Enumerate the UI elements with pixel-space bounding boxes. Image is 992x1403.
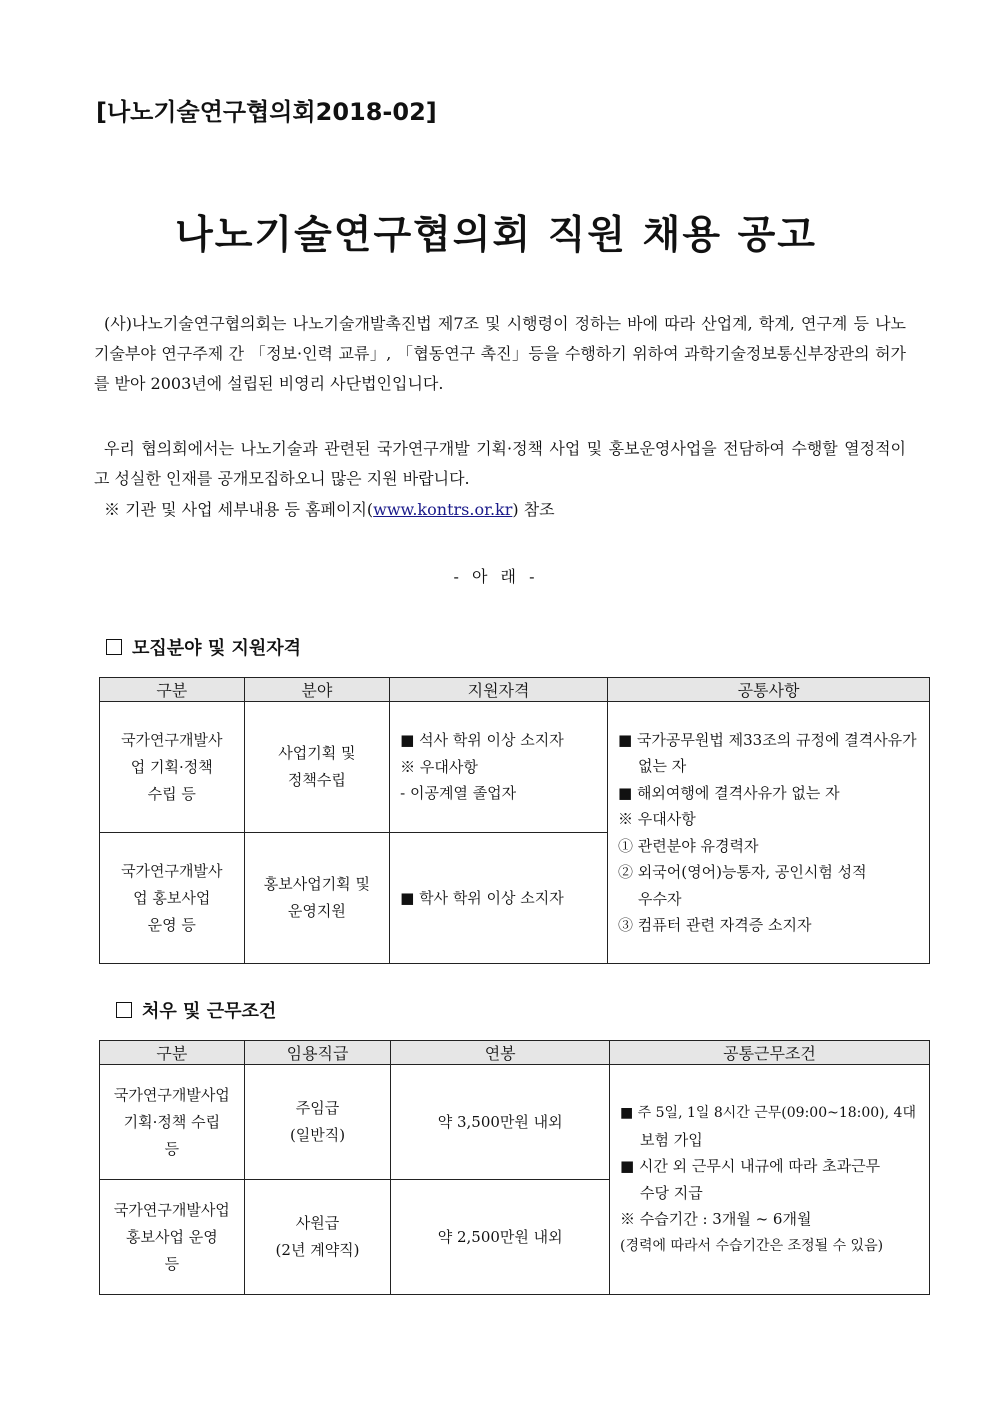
- cell-line: 홍보사업기획 및: [263, 875, 370, 893]
- cell-line: 업 기획·정책: [130, 757, 213, 776]
- cell-line: 국가연구개발사업: [113, 1200, 230, 1219]
- header-cell: 분야: [244, 678, 390, 702]
- cell-line: 수당 지급: [639, 1183, 703, 1202]
- section-heading-text: 모집분야 및 지원자격: [132, 638, 302, 659]
- qualification-cell: [390, 833, 608, 964]
- cell-line: ② 외국어(영어)능통자, 공인시험 성적: [618, 863, 867, 881]
- table-row: [100, 702, 930, 833]
- header-cell: 구분: [100, 1041, 245, 1065]
- category-cell: [100, 702, 245, 833]
- cell-line: 우수자: [638, 889, 682, 908]
- cell-line: ■ 해외여행에 결격사유가 없는 자: [618, 783, 840, 802]
- cell-line: 기획·정책 수립: [123, 1112, 221, 1131]
- cell-line: 운영 등: [147, 915, 196, 934]
- intro-text: (사)나노기술연구협의회는 나노기술개발촉진법 제7조 및 시행령이 정하는 바에 따라 산업계, 학계, 연구계 등 나노기술부야 연구주제 간 「정보·인력 교류」, 「협동연구 촉진」등을 수행하기 위하여 과학기술정보통신부장관의 허가를 받아 2003년에 설립된 비영리 사단법인입니다.: [94, 314, 906, 393]
- header-cell: 임용직급: [244, 1041, 391, 1065]
- cell-line: 수립 등: [147, 784, 196, 803]
- table-header-row: [100, 1041, 930, 1065]
- cell-line: 사업기획 및: [278, 744, 356, 762]
- cell-line: 홍보사업 운영: [125, 1227, 218, 1246]
- cell-line: ■ 시간 외 근무시 내규에 따라 초과근무: [619, 1157, 881, 1175]
- salary-cell: [391, 1180, 610, 1295]
- document-id: [나노기술연구협의회2018-02]: [96, 98, 437, 126]
- grade-cell: [244, 1180, 391, 1295]
- cell-line: ※ 수습기간 : 3개월 ~ 6개월: [619, 1210, 812, 1228]
- category-cell: [100, 1180, 245, 1295]
- header-cell: 공통근무조건: [609, 1041, 929, 1065]
- cell-line: 약 3,500만원 내외: [437, 1112, 563, 1131]
- recruit-text: 우리 협의회에서는 나노기술과 관련된 국가연구개발 기획·정책 사업 및 홍보운영사업을 전담하여 수행할 열정적이고 성실한 인재를 공개모집하오니 많은 지원 바랍니다.: [94, 439, 906, 488]
- cell-line: ※ 우대사항: [618, 810, 696, 828]
- cell-line: 등: [164, 1254, 180, 1273]
- recruit-paragraph: [94, 434, 906, 494]
- conditions-table: [99, 1040, 930, 1295]
- cell-line: ■ 주 5일, 1일 8시간 근무(09:00~18:00), 4대: [619, 1105, 916, 1121]
- cell-line: 등: [164, 1139, 180, 1158]
- intro-paragraph: [94, 309, 906, 399]
- cell-line: 없는 자: [638, 757, 687, 775]
- cell-line: ③ 컴퓨터 관련 자격증 소지자: [618, 916, 812, 934]
- cell-line: (일반직): [289, 1126, 346, 1144]
- cell-line: 업 홍보사업: [133, 888, 211, 907]
- section-heading-recruitment: [106, 634, 301, 660]
- header-cell: 공통사항: [608, 678, 930, 702]
- section-heading-conditions: [116, 997, 276, 1023]
- cell-line: 국가연구개발사: [121, 730, 223, 749]
- header-cell: 구분: [100, 678, 245, 702]
- table-row: [100, 1065, 930, 1180]
- cell-line: 주임급: [295, 1099, 340, 1117]
- details-divider: - 아 래 -: [453, 567, 539, 586]
- salary-cell: [391, 1065, 610, 1180]
- cell-line: ■ 석사 학위 이상 소지자: [400, 731, 564, 750]
- cell-line: (경력에 따라서 수습기간은 조정될 수 있음): [619, 1237, 884, 1254]
- cell-line: 정책수립: [287, 771, 346, 789]
- cell-line: 국가연구개발사: [121, 861, 223, 880]
- note-prefix: ※ 기관 및 사업 세부내용 등 홈페이지(: [104, 500, 374, 519]
- header-cell: 지원자격: [390, 678, 608, 702]
- homepage-note: [104, 497, 555, 520]
- cell-line: - 이공계열 졸업자: [400, 784, 517, 803]
- field-cell: [244, 702, 390, 833]
- cell-line: 국가연구개발사업: [113, 1085, 230, 1104]
- recruitment-table: [99, 677, 930, 964]
- checkbox-square-icon: [116, 1002, 132, 1018]
- cell-line: ■ 국가공무원법 제33조의 규정에 결격사유가: [618, 730, 917, 749]
- common-requirements-cell: [608, 702, 930, 964]
- cell-line: (2년 계약직): [275, 1241, 360, 1259]
- cell-line: ① 관련분야 유경력자: [618, 836, 759, 855]
- page-title: 나노기술연구협의회 직원 채용 공고: [175, 213, 817, 258]
- cell-line: 약 2,500만원 내외: [437, 1227, 563, 1246]
- common-conditions-cell: [609, 1065, 929, 1295]
- section-heading-text: 처우 및 근무조건: [142, 1001, 277, 1022]
- checkbox-square-icon: [106, 639, 122, 655]
- header-cell: 연봉: [391, 1041, 610, 1065]
- category-cell: [100, 1065, 245, 1180]
- cell-line: 운영지원: [287, 902, 346, 920]
- cell-line: ■ 학사 학위 이상 소지자: [400, 888, 564, 907]
- table-header-row: [100, 678, 930, 702]
- note-suffix: ) 참조: [512, 500, 555, 519]
- cell-line: 사원급: [295, 1214, 340, 1232]
- field-cell: [244, 833, 390, 964]
- homepage-link[interactable]: www.kontrs.or.kr: [373, 500, 513, 519]
- cell-line: ※ 우대사항: [400, 757, 478, 776]
- grade-cell: [244, 1065, 391, 1180]
- qualification-cell: [390, 702, 608, 833]
- category-cell: [100, 833, 245, 964]
- cell-line: 보험 가입: [639, 1130, 703, 1149]
